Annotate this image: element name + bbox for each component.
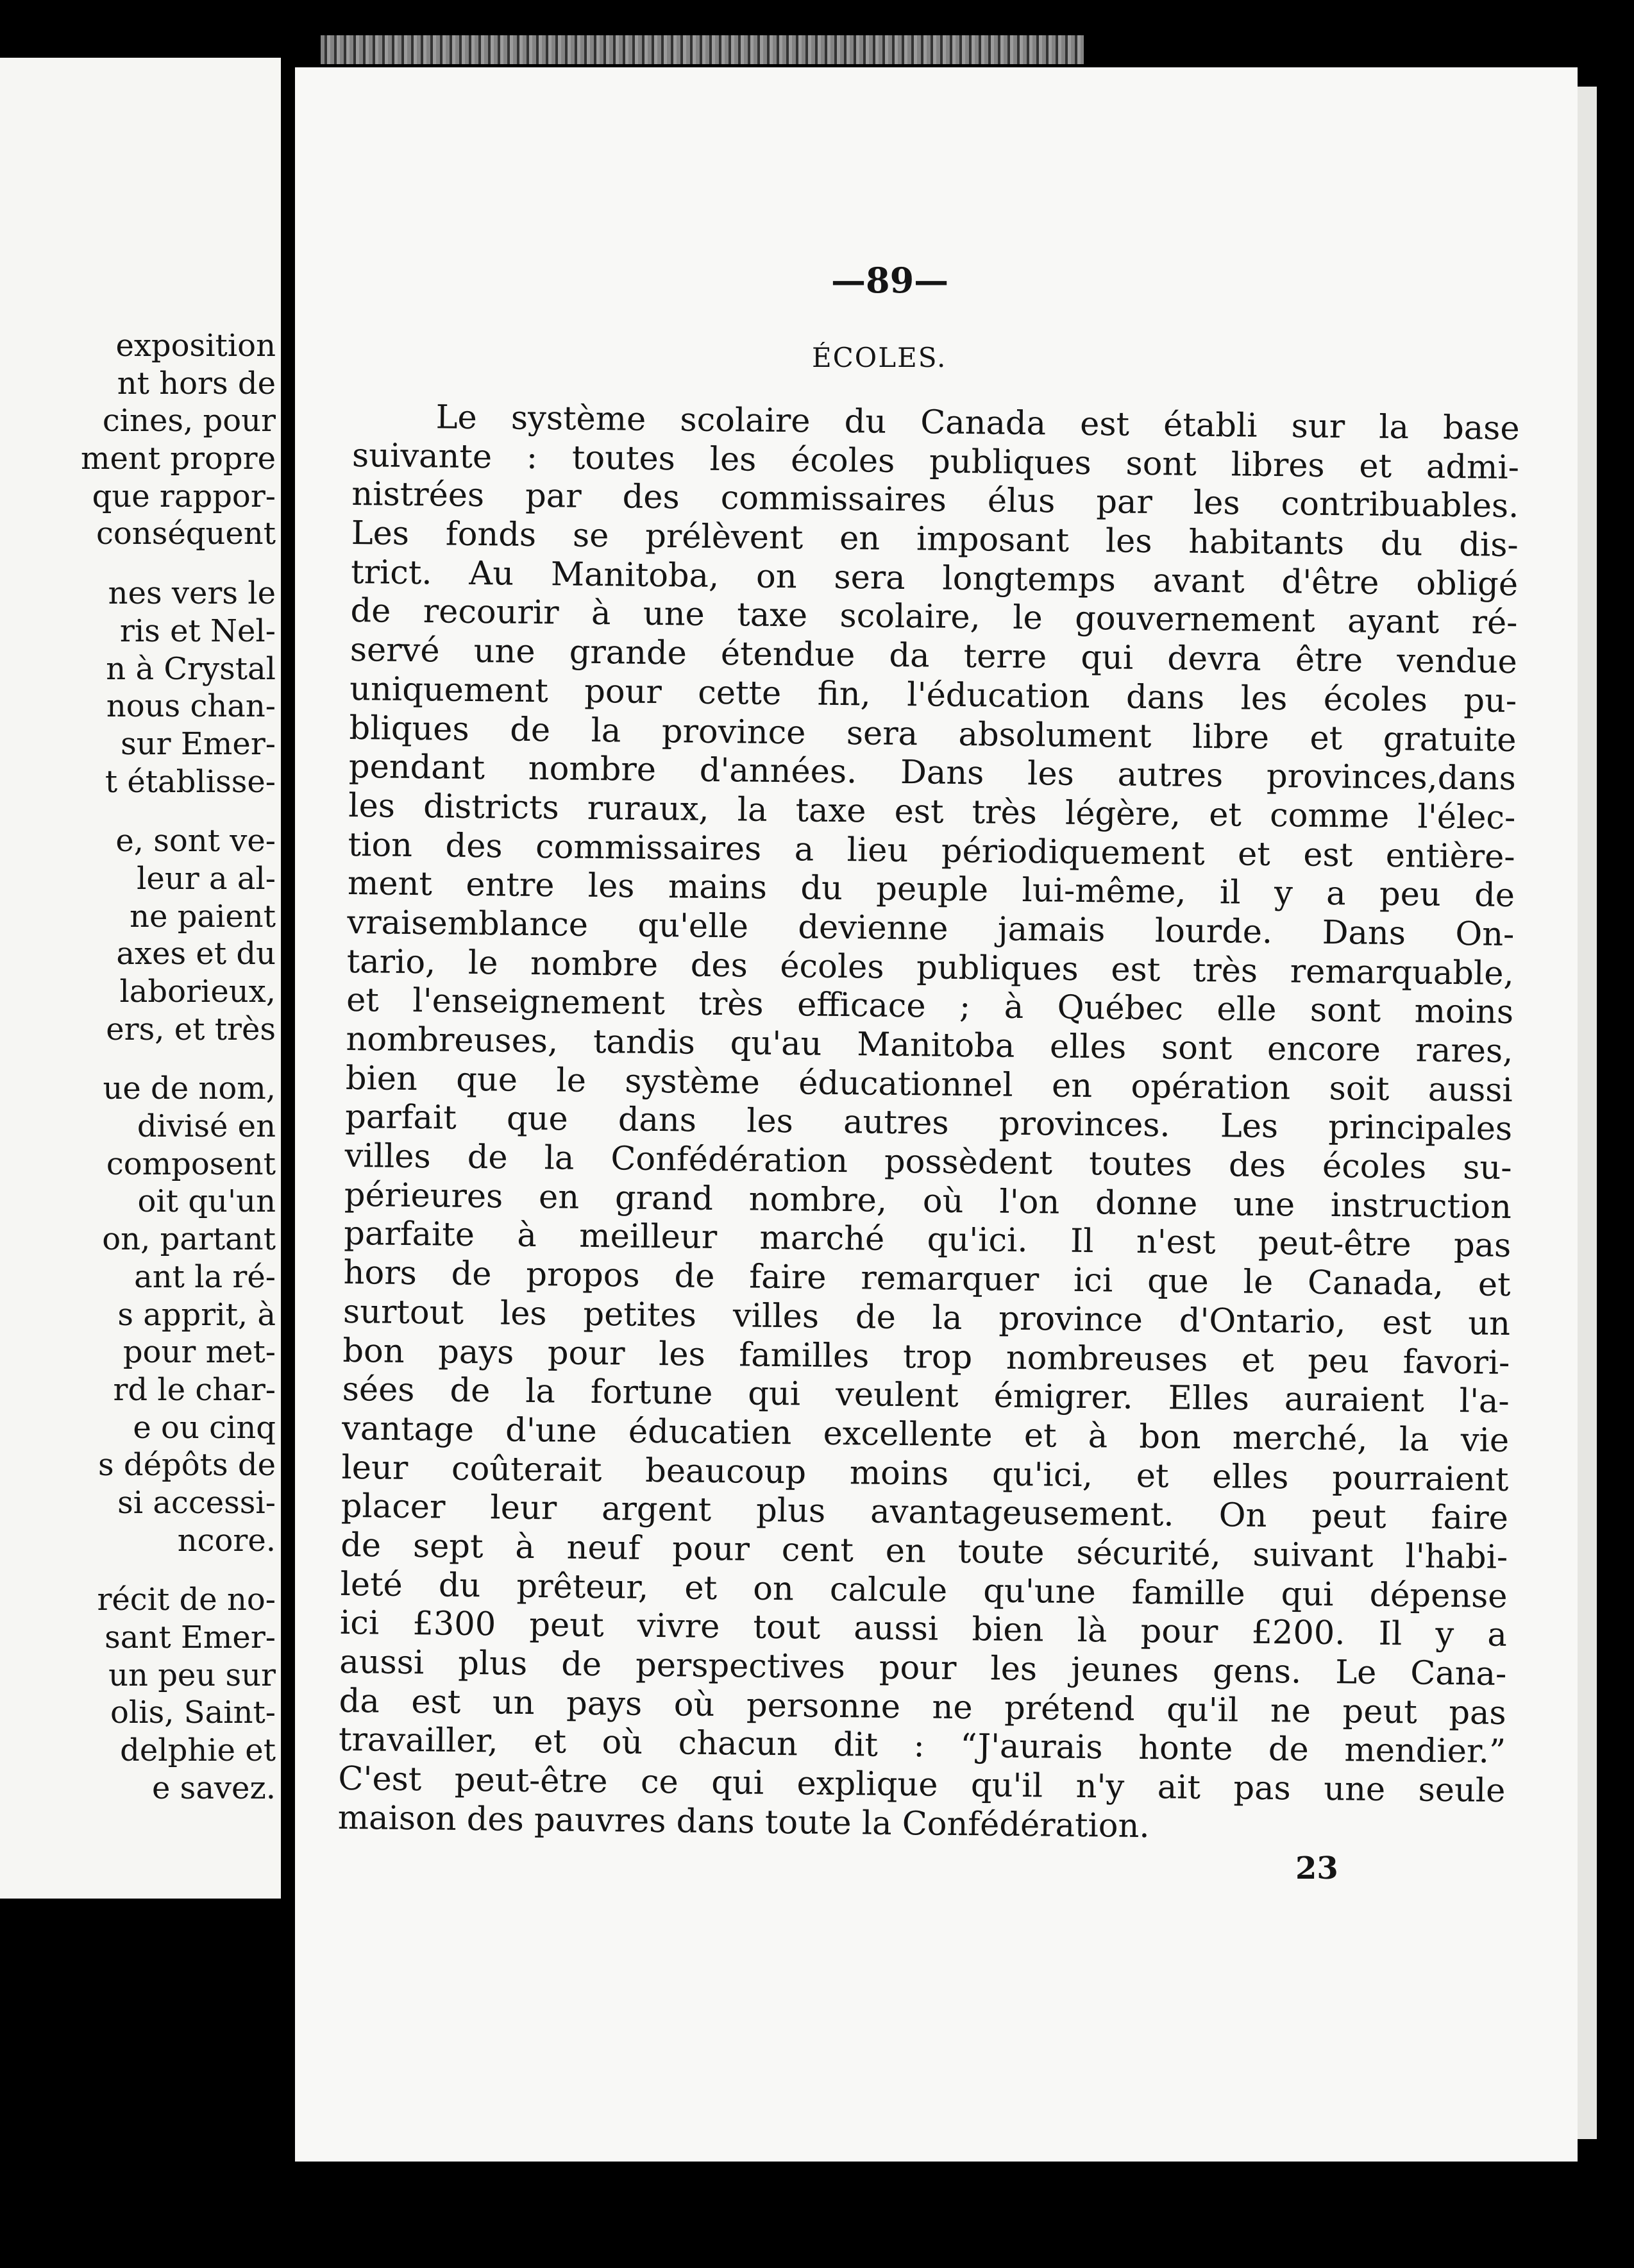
body-line: placer leur argent plus avantageusement. On peut faire	[341, 1487, 1509, 1538]
body-line: leté du prêteur, et on calcule qu'une famille qui dépense	[340, 1565, 1508, 1616]
left-page-line: axes et du	[116, 936, 276, 972]
left-page-line: s apprit, à	[117, 1296, 276, 1333]
left-page-line: si accessi-	[117, 1484, 276, 1521]
body-line: suivante : toutes les écoles publiques sont libres et admi-	[351, 436, 1520, 487]
left-page-text	[0, 327, 276, 1807]
right-page	[295, 67, 1578, 2162]
left-page-line: cines, pour	[102, 403, 276, 439]
left-page-line: ne paient	[130, 898, 276, 935]
left-page-line: ers, et très	[106, 1011, 276, 1047]
left-page-line: un peu sur	[108, 1657, 276, 1693]
left-page-line: t établisse-	[105, 763, 276, 800]
signature-mark: 23	[1295, 1850, 1338, 1886]
left-page-line: nes vers le	[108, 575, 276, 612]
left-page-line: ment propre	[80, 441, 276, 477]
left-page-line: composent	[106, 1146, 276, 1182]
body-line: surtout les petites villes de la province d'Ontario, est un	[342, 1292, 1511, 1343]
left-page-line: e, sont ve-	[115, 823, 276, 859]
body-line: et l'enseignement très efficace ; à Québec elle sont moins	[346, 981, 1514, 1032]
body-line: bon pays pour les familles trop nombreuses et peu favori-	[342, 1332, 1510, 1382]
left-page-line: leur a al-	[137, 860, 276, 897]
body-line: sées de la fortune qui veulent émigrer. Elles auraient l'a-	[342, 1371, 1510, 1421]
left-page-line: que rappor-	[92, 478, 276, 514]
left-page-line: nous chan-	[106, 688, 276, 725]
left-page-line: sur Emer-	[121, 725, 276, 762]
left-page-fragment	[0, 58, 281, 1899]
body-line: de sept à neuf pour cent en toute sécurité, suivant l'habi-	[340, 1526, 1508, 1577]
left-page-line: olis, Saint-	[110, 1695, 276, 1731]
body-line: Le système scolaire du Canada est établi sur la base	[435, 398, 1520, 448]
body-line: tario, le nombre des écoles publiques est très remarquable,	[346, 942, 1515, 993]
body-line: servé une grande étendue da terre qui devra être vendue	[350, 631, 1518, 682]
left-page-line: ncore.	[177, 1522, 276, 1559]
body-line: travailler, et où chacun dit : “J'aurais honte de mendier.”	[338, 1721, 1506, 1772]
left-page-line: ue de nom,	[103, 1071, 276, 1107]
body-line: périeures en grand nombre, où l'on donne une instruction	[344, 1176, 1512, 1226]
body-line: da est un pays où personne ne prétend qu'il ne peut pas	[339, 1682, 1506, 1732]
left-page-line: e savez.	[152, 1770, 276, 1806]
body-line: bliques de la province sera absolument libre et gratuite	[349, 709, 1517, 759]
body-line: trict. Au Manitoba, on sera longtemps avant d'être obligé	[350, 553, 1519, 604]
left-page-line: conséquent	[96, 516, 276, 552]
left-page-line: récit de no-	[97, 1582, 276, 1618]
scan-edge-strip	[321, 35, 1084, 64]
body-line: ici £300 peut vivre tout aussi bien là pour £200. Il y a	[339, 1604, 1508, 1655]
body-line: les districts ruraux, la taxe est très légère, et comme l'élec-	[348, 786, 1516, 837]
left-page-line: ant la ré-	[134, 1258, 276, 1295]
body-line: C'est peut-être ce qui explique qu'il n'y ait pas une seule	[338, 1759, 1506, 1811]
left-page-line: pour met-	[122, 1334, 276, 1371]
left-page-line: sant Emer-	[105, 1620, 276, 1655]
body-line: parfait que dans les autres provinces. Les principales	[344, 1098, 1513, 1149]
page-number: —89—	[831, 260, 949, 301]
body-line: nombreuses, tandis qu'au Manitoba elles sont encore rares,	[346, 1020, 1513, 1071]
left-page-line: n à Crystal	[106, 650, 276, 687]
body-line: bien que le système éducationnel en opération soit aussi	[345, 1059, 1513, 1110]
body-line: de recourir à une taxe scolaire, le gouvernement ayant ré-	[350, 592, 1518, 643]
left-page-line: e ou cinq	[133, 1409, 276, 1446]
body-line: villes de la Confédération possèdent toutes des écoles su-	[344, 1137, 1512, 1188]
body-line: nistrées par des commissaires élus par les contribuables.	[351, 475, 1519, 526]
body-line: parfaite à meilleur marché qu'ici. Il n'est peut-être pas	[344, 1215, 1512, 1265]
left-page-line: delphie et	[120, 1732, 276, 1769]
body-line: uniquement pour cette fin, l'éducation dans les écoles pu-	[349, 670, 1517, 720]
left-page-line: exposition	[115, 328, 276, 364]
body-line: aussi plus de perspectives pour les jeunes gens. Le Cana-	[339, 1643, 1507, 1693]
left-page-line: laborieux,	[119, 974, 276, 1010]
body-line: ment entre les mains du peuple lui-même, il y a peu de	[347, 865, 1515, 915]
body-line: maison des pauvres dans toute la Confédération.	[337, 1798, 1150, 1845]
body-line: vantage d'une éducatien excellente et à bon merché, la vie	[341, 1409, 1510, 1460]
body-line: tion des commissaires a lieu périodiquement et est entière-	[348, 825, 1515, 876]
body-line: Les fonds se prélèvent en imposant les habitants du dis-	[351, 514, 1519, 565]
body-line: vraisemblance qu'elle devienne jamais lourde. Dans On-	[347, 903, 1515, 954]
body-line: pendant nombre d'années. Dans les autres provinces,dans	[348, 748, 1517, 799]
left-page-line: oit qu'un	[137, 1183, 276, 1220]
body-line: leur coûterait beaucoup moins qu'ici, et elles pourraient	[341, 1448, 1509, 1499]
left-page-line: ris et Nel-	[119, 613, 276, 649]
left-page-line: divisé en	[137, 1108, 276, 1145]
body-text	[337, 398, 1519, 1850]
left-page-line: s dépôts de	[98, 1447, 276, 1484]
left-page-line: on, partant	[102, 1221, 276, 1258]
left-page-line: rd le char-	[113, 1371, 276, 1408]
body-line: hors de propos de faire remarquer ici que le Canada, et	[343, 1254, 1511, 1305]
left-page-line: nt hors de	[117, 365, 276, 402]
section-title: ÉCOLES.	[812, 342, 947, 373]
